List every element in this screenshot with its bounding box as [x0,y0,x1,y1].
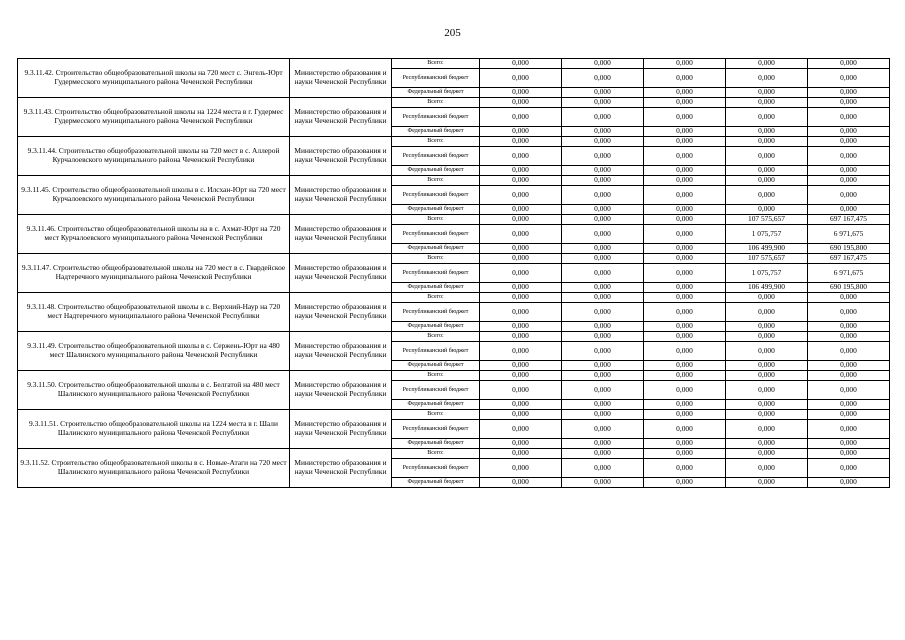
amount-cell: 0,000 [480,420,562,439]
amount-cell: 0,000 [644,342,726,361]
amount-cell: 0,000 [726,137,808,147]
amount-cell: 0,000 [480,186,562,205]
amount-cell: 0,000 [726,147,808,166]
amount-cell: 0,000 [562,283,644,293]
source-label-total: Всего: [392,59,480,69]
source-label-republic-budget: Республиканский бюджет [392,459,480,478]
table-row [18,215,890,225]
amount-cell: 0,000 [480,449,562,459]
table-row [18,371,890,381]
source-label-republic-budget: Республиканский бюджет [392,264,480,283]
executor: Министерство образования и науки Чеченской Республики [290,176,392,215]
table-row [18,254,890,264]
amount-cell: 0,000 [480,88,562,98]
amount-cell: 0,000 [562,98,644,108]
funding-table [17,58,890,488]
source-label-total: Всего: [392,332,480,342]
amount-cell: 0,000 [480,127,562,137]
amount-cell: 0,000 [562,108,644,127]
object-name: 9.3.11.45. Строительство общеобразовательной школы в с. Илсхан-Юрт на 720 мест Курчалоевского муниципального района Чеченской Республики [18,176,290,215]
amount-cell: 0,000 [480,69,562,88]
amount-cell: 0,000 [562,254,644,264]
amount-cell: 0,000 [562,342,644,361]
amount-cell: 0,000 [726,303,808,322]
executor: Министерство образования и науки Чеченской Республики [290,215,392,254]
executor: Министерство образования и науки Чеченской Республики [290,371,392,410]
amount-cell: 0,000 [726,449,808,459]
object-name: 9.3.11.51. Строительство общеобразовательной школы на 1224 места в г. Шали Шалинского муниципального района Чеченской Республики [18,410,290,449]
source-label-federal-budget: Федеральный бюджет [392,361,480,371]
executor: Министерство образования и науки Чеченской Республики [290,98,392,137]
amount-cell: 0,000 [644,449,726,459]
amount-cell: 0,000 [480,59,562,69]
amount-cell: 0,000 [726,439,808,449]
amount-cell: 0,000 [480,342,562,361]
amount-cell: 1 075,757 [726,264,808,283]
amount-cell: 0,000 [808,166,890,176]
amount-cell: 0,000 [644,303,726,322]
amount-cell: 0,000 [562,137,644,147]
amount-cell: 0,000 [562,215,644,225]
amount-cell: 0,000 [808,293,890,303]
amount-cell: 0,000 [644,244,726,254]
amount-cell: 0,000 [562,410,644,420]
amount-cell: 0,000 [726,69,808,88]
amount-cell: 690 195,800 [808,244,890,254]
amount-cell: 0,000 [562,264,644,283]
amount-cell: 0,000 [644,98,726,108]
source-label-federal-budget: Федеральный бюджет [392,88,480,98]
amount-cell: 0,000 [480,225,562,244]
amount-cell: 0,000 [480,254,562,264]
amount-cell: 0,000 [808,69,890,88]
amount-cell: 0,000 [562,361,644,371]
amount-cell: 0,000 [562,176,644,186]
amount-cell: 0,000 [480,176,562,186]
source-label-total: Всего: [392,254,480,264]
amount-cell: 0,000 [726,332,808,342]
amount-cell: 0,000 [562,439,644,449]
source-label-federal-budget: Федеральный бюджет [392,205,480,215]
amount-cell: 0,000 [562,459,644,478]
table-row [18,410,890,420]
amount-cell: 0,000 [480,371,562,381]
amount-cell: 0,000 [480,410,562,420]
amount-cell: 697 167,475 [808,254,890,264]
amount-cell: 107 575,657 [726,254,808,264]
amount-cell: 0,000 [562,244,644,254]
amount-cell: 0,000 [808,176,890,186]
source-label-total: Всего: [392,293,480,303]
amount-cell: 0,000 [644,166,726,176]
amount-cell: 0,000 [726,420,808,439]
amount-cell: 0,000 [808,478,890,488]
amount-cell: 0,000 [808,303,890,322]
source-label-total: Всего: [392,215,480,225]
amount-cell: 0,000 [726,98,808,108]
table-row [18,98,890,108]
amount-cell: 0,000 [644,108,726,127]
source-label-federal-budget: Федеральный бюджет [392,127,480,137]
amount-cell: 0,000 [562,303,644,322]
amount-cell: 0,000 [726,322,808,332]
amount-cell: 0,000 [644,478,726,488]
table-row [18,449,890,459]
table-row [18,59,890,69]
executor: Министерство образования и науки Чеченской Республики [290,332,392,371]
amount-cell: 0,000 [562,186,644,205]
amount-cell: 697 167,475 [808,215,890,225]
source-label-republic-budget: Республиканский бюджет [392,147,480,166]
amount-cell: 0,000 [480,293,562,303]
amount-cell: 0,000 [562,371,644,381]
amount-cell: 0,000 [562,225,644,244]
amount-cell: 0,000 [562,147,644,166]
amount-cell: 0,000 [562,69,644,88]
amount-cell: 0,000 [644,410,726,420]
source-label-republic-budget: Республиканский бюджет [392,420,480,439]
amount-cell: 0,000 [480,98,562,108]
amount-cell: 0,000 [644,225,726,244]
source-label-federal-budget: Федеральный бюджет [392,244,480,254]
amount-cell: 0,000 [562,293,644,303]
amount-cell: 0,000 [480,264,562,283]
amount-cell: 0,000 [808,439,890,449]
amount-cell: 0,000 [480,283,562,293]
amount-cell: 0,000 [644,459,726,478]
amount-cell: 0,000 [644,137,726,147]
source-label-republic-budget: Республиканский бюджет [392,186,480,205]
amount-cell: 0,000 [726,205,808,215]
amount-cell: 0,000 [562,420,644,439]
amount-cell: 0,000 [562,332,644,342]
amount-cell: 0,000 [644,371,726,381]
amount-cell: 0,000 [644,88,726,98]
amount-cell: 0,000 [808,400,890,410]
table-row [18,176,890,186]
amount-cell: 0,000 [644,186,726,205]
object-name: 9.3.11.52. Строительство общеобразовательной школы в с. Новые-Атаги на 720 мест Шалинского муниципального района Чеченской Республики [18,449,290,488]
table-row [18,137,890,147]
amount-cell: 0,000 [726,176,808,186]
amount-cell: 0,000 [644,254,726,264]
amount-cell: 0,000 [480,215,562,225]
amount-cell: 0,000 [808,410,890,420]
object-name: 9.3.11.46. Строительство общеобразовательной школы на в с. Ахмат-Юрт на 720 мест Курчалоевского муниципального района Чеченской Республики [18,215,290,254]
amount-cell: 0,000 [808,342,890,361]
source-label-total: Всего: [392,137,480,147]
amount-cell: 0,000 [808,186,890,205]
page-number: 205 [444,27,461,39]
amount-cell: 0,000 [808,88,890,98]
amount-cell: 0,000 [644,264,726,283]
source-label-federal-budget: Федеральный бюджет [392,478,480,488]
amount-cell: 0,000 [726,459,808,478]
amount-cell: 0,000 [808,459,890,478]
source-label-federal-budget: Федеральный бюджет [392,400,480,410]
object-name: 9.3.11.42. Строительство общеобразовательной школы на 720 мест с. Энгель-Юрт Гудермесского муниципального района Чеченской Республики [18,59,290,98]
amount-cell: 0,000 [808,59,890,69]
amount-cell: 0,000 [480,459,562,478]
source-label-federal-budget: Федеральный бюджет [392,283,480,293]
object-name: 9.3.11.50. Строительство общеобразовательной школы в с. Белгатой на 480 мест Шалинского муниципального района Чеченской Республики [18,371,290,410]
amount-cell: 0,000 [726,478,808,488]
source-label-federal-budget: Федеральный бюджет [392,439,480,449]
executor: Министерство образования и науки Чеченской Республики [290,254,392,293]
object-name: 9.3.11.48. Строительство общеобразовательной школы в с. Верхний-Наур на 720 мест Надтеречного муниципального района Чеченской Республики [18,293,290,332]
amount-cell: 0,000 [562,59,644,69]
source-label-federal-budget: Федеральный бюджет [392,322,480,332]
amount-cell: 0,000 [644,332,726,342]
amount-cell: 106 499,900 [726,244,808,254]
amount-cell: 0,000 [644,400,726,410]
executor: Министерство образования и науки Чеченской Республики [290,293,392,332]
amount-cell: 0,000 [726,342,808,361]
amount-cell: 0,000 [644,283,726,293]
executor: Министерство образования и науки Чеченской Республики [290,410,392,449]
amount-cell: 0,000 [644,381,726,400]
amount-cell: 0,000 [808,108,890,127]
amount-cell: 0,000 [808,137,890,147]
source-label-total: Всего: [392,176,480,186]
amount-cell: 0,000 [644,127,726,137]
amount-cell: 0,000 [644,293,726,303]
amount-cell: 0,000 [562,322,644,332]
amount-cell: 0,000 [562,449,644,459]
amount-cell: 0,000 [726,166,808,176]
source-label-federal-budget: Федеральный бюджет [392,166,480,176]
amount-cell: 0,000 [808,127,890,137]
source-label-republic-budget: Республиканский бюджет [392,342,480,361]
amount-cell: 0,000 [808,98,890,108]
amount-cell: 0,000 [808,420,890,439]
amount-cell: 6 971,675 [808,264,890,283]
amount-cell: 0,000 [480,205,562,215]
amount-cell: 0,000 [808,381,890,400]
amount-cell: 0,000 [726,400,808,410]
amount-cell: 0,000 [480,332,562,342]
amount-cell: 0,000 [726,361,808,371]
executor: Министерство образования и науки Чеченской Республики [290,137,392,176]
source-label-total: Всего: [392,98,480,108]
amount-cell: 0,000 [480,108,562,127]
amount-cell: 0,000 [562,88,644,98]
object-name: 9.3.11.49. Строительство общеобразовательной школы в с. Сержень-Юрт на 480 мест Шалинского муниципального района Чеченской Республики [18,332,290,371]
amount-cell: 0,000 [562,127,644,137]
amount-cell: 0,000 [562,400,644,410]
amount-cell: 106 499,900 [726,283,808,293]
amount-cell: 0,000 [808,332,890,342]
amount-cell: 0,000 [480,244,562,254]
amount-cell: 0,000 [808,147,890,166]
amount-cell: 0,000 [644,215,726,225]
source-label-total: Всего: [392,371,480,381]
executor: Министерство образования и науки Чеченской Республики [290,59,392,98]
source-label-total: Всего: [392,410,480,420]
amount-cell: 0,000 [644,361,726,371]
amount-cell: 0,000 [480,478,562,488]
amount-cell: 0,000 [726,410,808,420]
amount-cell: 690 195,800 [808,283,890,293]
amount-cell: 0,000 [480,303,562,322]
source-label-republic-budget: Республиканский бюджет [392,381,480,400]
amount-cell: 0,000 [480,381,562,400]
amount-cell: 0,000 [562,478,644,488]
amount-cell: 0,000 [726,293,808,303]
amount-cell: 0,000 [808,371,890,381]
amount-cell: 0,000 [480,147,562,166]
source-label-republic-budget: Республиканский бюджет [392,69,480,88]
amount-cell: 0,000 [644,205,726,215]
amount-cell: 0,000 [480,361,562,371]
amount-cell: 0,000 [644,69,726,88]
amount-cell: 0,000 [726,371,808,381]
executor: Министерство образования и науки Чеченской Республики [290,449,392,488]
amount-cell: 0,000 [808,449,890,459]
object-name: 9.3.11.47. Строительство общеобразовательной школы на 720 мест в с. Гвардейское Надтеречного муниципального района Чеченской Республики [18,254,290,293]
source-label-republic-budget: Республиканский бюджет [392,108,480,127]
amount-cell: 0,000 [644,420,726,439]
source-label-republic-budget: Республиканский бюджет [392,225,480,244]
amount-cell: 0,000 [480,439,562,449]
amount-cell: 0,000 [644,176,726,186]
amount-cell: 0,000 [726,381,808,400]
amount-cell: 0,000 [644,59,726,69]
amount-cell: 0,000 [726,108,808,127]
amount-cell: 0,000 [562,205,644,215]
amount-cell: 0,000 [480,137,562,147]
source-label-total: Всего: [392,449,480,459]
amount-cell: 0,000 [644,439,726,449]
table-row [18,332,890,342]
amount-cell: 0,000 [562,381,644,400]
source-label-republic-budget: Республиканский бюджет [392,303,480,322]
amount-cell: 0,000 [726,127,808,137]
amount-cell: 107 575,657 [726,215,808,225]
amount-cell: 0,000 [644,147,726,166]
amount-cell: 0,000 [726,88,808,98]
amount-cell: 0,000 [480,322,562,332]
amount-cell: 6 971,675 [808,225,890,244]
amount-cell: 0,000 [562,166,644,176]
object-name: 9.3.11.44. Строительство общеобразовательной школы на 720 мест в с. Аллерой Курчалоевского муниципального района Чеченской Республики [18,137,290,176]
amount-cell: 0,000 [480,400,562,410]
amount-cell: 0,000 [726,186,808,205]
object-name: 9.3.11.43. Строительство общеобразовательной школы на 1224 места в г. Гудермес Гудермесского муниципального района Чеченской Республики [18,98,290,137]
table-row [18,293,890,303]
table-body [18,59,890,488]
amount-cell: 0,000 [726,59,808,69]
amount-cell: 1 075,757 [726,225,808,244]
amount-cell: 0,000 [808,361,890,371]
amount-cell: 0,000 [808,205,890,215]
amount-cell: 0,000 [480,166,562,176]
amount-cell: 0,000 [808,322,890,332]
amount-cell: 0,000 [644,322,726,332]
